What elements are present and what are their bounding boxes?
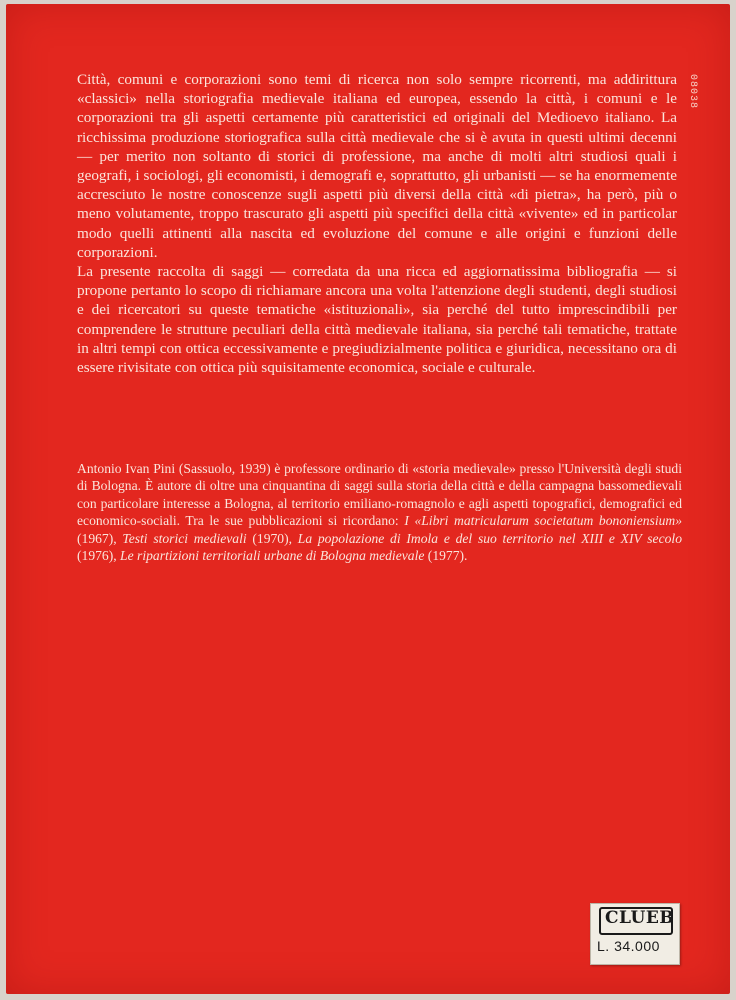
bio-year: (1967),	[77, 530, 123, 546]
author-bio	[77, 460, 682, 564]
price-text: L. 34.000	[597, 938, 660, 954]
bio-work-title: I «Libri matricularum societatum bononiensium»	[404, 513, 683, 529]
catalog-code: 08038	[687, 74, 698, 110]
bio-year: (1976),	[77, 548, 121, 564]
bio-year: (1977).	[424, 548, 468, 564]
price-sticker	[590, 903, 680, 965]
blurb-paragraph-1: Città, comuni e corporazioni sono temi di ricerca non solo sempre ricorrenti, ma addirittura «classici» nella storiografia medievale italiana ed europea, essendo la città, i comuni e le corporazioni tra gli aspetti certamente più caratteristici ed originali del Medioevo italiano. La ricchissima produzione storiografica sulla città medievale che si è avuta in questi ultimi decenni — per merito non soltanto di storici di professione, ma anche di molti altri studiosi quali i geografi, i sociologi, gli economisti, i demografi e, soprattutto, gli urbanisti — se ha enormemente accresciuto le nostre conoscenze sugli aspetti più diversi della città «di pietra», ha però, più o meno volutamente, troppo trascurato gli aspetti più specifici della città «vivente» ed in particolar modo quelli attinenti alla nascita ed evoluzione del comune e alle origini e funzioni delle corporazioni.	[77, 71, 677, 261]
bio-work-title: Le ripartizioni territoriali urbane di Bologna medievale	[120, 548, 425, 564]
blurb-paragraph-2: La presente raccolta di saggi — corredata da una ricca ed aggiornatissima bibliografia — si propone pertanto lo scopo di richiamare ancora una volta l'attenzione degli studenti, degli studiosi e dei ricercatori su queste tematiche «istituzionali», sia perché del tutto imprescindibili per comprendere le strutture peculiari della città medievale italiana, sia perché tali tematiche, trattate in altri tempi con ottica eccessivamente e pregiudizialmente politica e giuridica, necessitano ora di essere rivisitate con ottica più squisitamente economica, sociale e culturale.	[77, 263, 677, 377]
author-bio-paragraph	[77, 460, 682, 564]
blurb-text	[77, 70, 677, 377]
bio-work-title: Testi storici medievali	[122, 530, 247, 546]
book-back-cover	[6, 4, 730, 994]
bio-year: (1970),	[246, 530, 298, 546]
publisher-logo: CLUEB	[605, 908, 675, 928]
bio-intro: Antonio Ivan Pini (Sassuolo, 1939) è professore ordinario di «storia medievale» presso l'Università degli studi di Bologna. È autore di oltre una cinquantina di saggi sulla storia della città e della campagna bassomedievali con particolare interesse a Bologna, al territorio emiliano-romagnolo e agli aspetti topografici, demografici ed economico-sociali. Tra le sue pubblicazioni si ricordano:	[77, 461, 682, 529]
bio-work-title: La popolazione di Imola e del suo territorio nel XIII e XIV secolo	[297, 530, 682, 546]
